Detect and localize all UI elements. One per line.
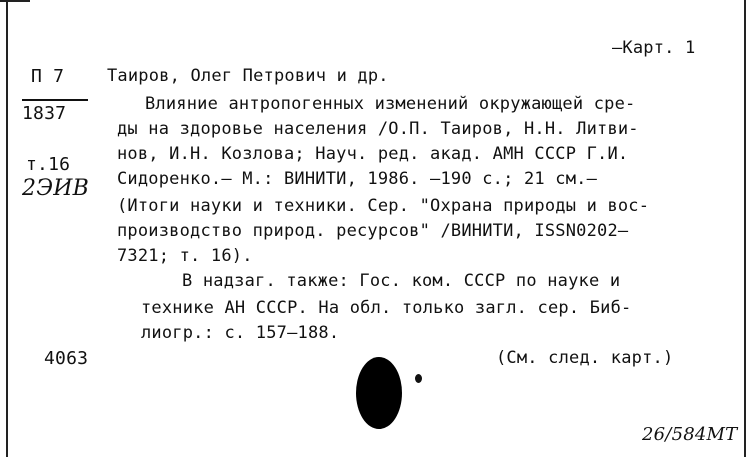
card-punch-hole <box>356 357 402 429</box>
card-top-edge <box>0 0 30 2</box>
pencil-mark: 26/584МТ <box>642 424 738 445</box>
body-line: нов, И.Н. Козлова; Науч. ред. акад. АМН СССР Г.И. <box>117 144 629 164</box>
ink-dot <box>415 374 422 383</box>
author-heading: Таиров, Олег Петрович и др. <box>107 66 389 86</box>
shelf-mark: П 7 <box>31 66 65 87</box>
card-number: —Карт. 1 <box>612 38 696 58</box>
see-next-card: (См. след. карт.) <box>496 348 674 368</box>
body-line: производство природ. ресурсов" /ВИНИТИ, ISSN0202— <box>117 221 629 241</box>
shelf-mark-rule <box>22 99 88 101</box>
handwritten-mark: 2ЭИВ <box>22 176 89 201</box>
body-line: Влияние антропогенных изменений окружающей сре- <box>145 94 636 114</box>
volume-mark: т.16 <box>26 154 71 175</box>
accession-number: 1837 <box>22 103 67 124</box>
body-line: 7321; т. 16). <box>117 246 253 266</box>
body-line: лиогр.: с. 157—188. <box>141 323 340 343</box>
body-line: (Итоги науки и техники. Сер. "Охрана природы и вос- <box>117 196 650 216</box>
body-line: ды на здоровье населения /О.П. Таиров, Н.Н. Литви- <box>117 119 639 139</box>
inventory-number: 4063 <box>44 348 89 369</box>
card-left-edge <box>6 0 8 457</box>
card-right-edge <box>744 0 746 457</box>
body-line: Сидоренко.— М.: ВИНИТИ, 1986. —190 с.; 21 см.— <box>117 169 598 189</box>
body-line: технике АН СССР. На обл. только загл. сер. Биб- <box>141 298 632 318</box>
body-line: В надзаг. также: Гос. ком. СССР по науке и <box>182 271 621 291</box>
